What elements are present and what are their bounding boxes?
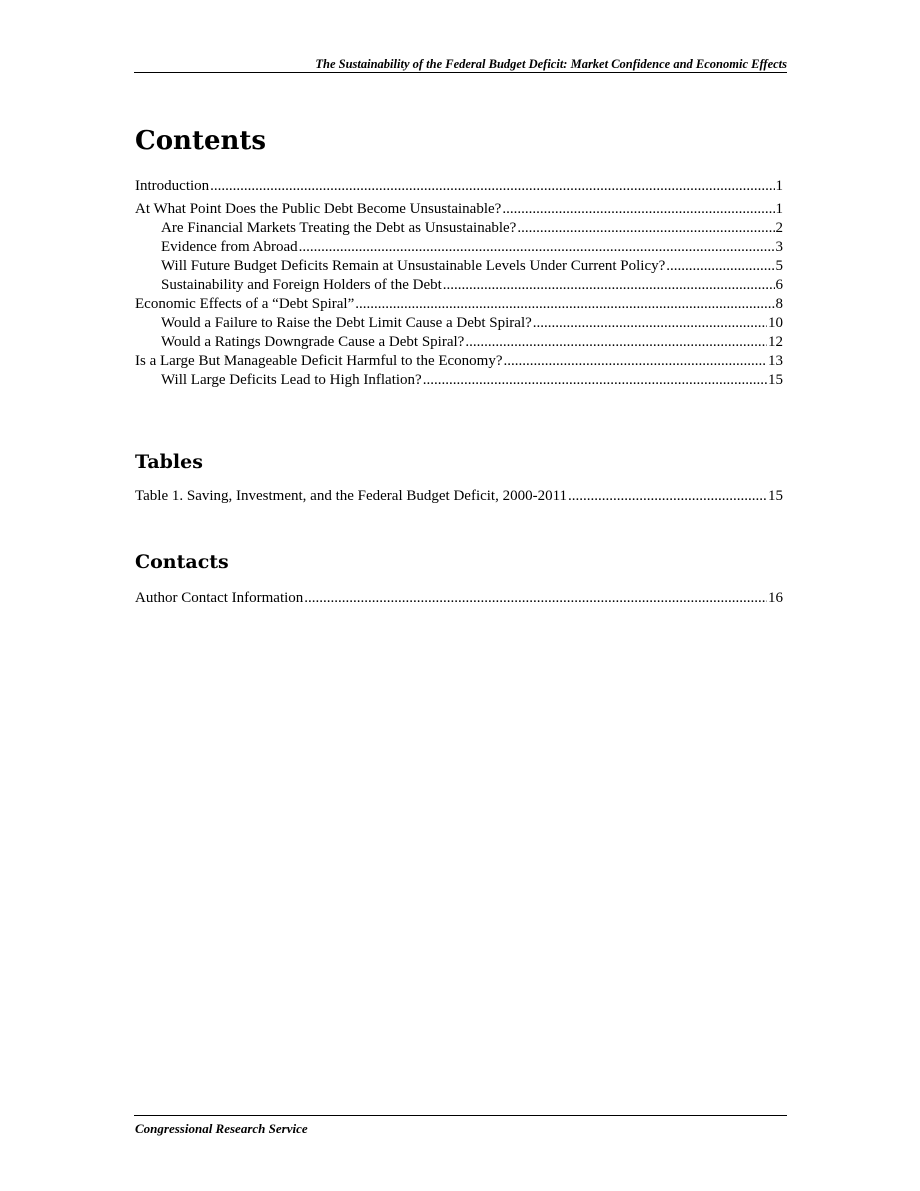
contents-list bbox=[135, 177, 783, 390]
dot-leader bbox=[465, 333, 767, 352]
toc-entry-manageable-deficit[interactable] bbox=[135, 352, 783, 371]
toc-entry-page: 8 bbox=[775, 296, 783, 312]
toc-entry-financial-markets[interactable] bbox=[135, 219, 783, 238]
toc-entry-page: 10 bbox=[768, 315, 783, 331]
toc-entry-page: 2 bbox=[775, 220, 783, 236]
toc-entry-page: 1 bbox=[775, 178, 783, 194]
toc-entry-introduction[interactable] bbox=[135, 177, 783, 196]
dot-leader bbox=[666, 257, 774, 276]
toc-entry-high-inflation[interactable] bbox=[135, 371, 783, 390]
toc-entry-title: Economic Effects of a “Debt Spiral” bbox=[135, 296, 355, 312]
dot-leader bbox=[517, 219, 774, 238]
toc-entry-title: Will Future Budget Deficits Remain at Unsustainable Levels Under Current Policy? bbox=[161, 258, 666, 274]
toc-entry-table-1[interactable] bbox=[135, 487, 783, 506]
tables-list bbox=[135, 487, 783, 506]
toc-entry-title: Would a Ratings Downgrade Cause a Debt Spiral? bbox=[161, 334, 465, 350]
running-header: The Sustainability of the Federal Budget Deficit: Market Confidence and Economic Effects bbox=[315, 57, 787, 71]
toc-entry-unsustainable-point[interactable] bbox=[135, 200, 783, 219]
contacts-title: Contacts bbox=[135, 551, 229, 573]
toc-entry-title: Author Contact Information bbox=[135, 590, 304, 606]
toc-entry-title: Would a Failure to Raise the Debt Limit Cause a Debt Spiral? bbox=[161, 315, 532, 331]
toc-entry-debt-limit[interactable] bbox=[135, 314, 783, 333]
tables-title: Tables bbox=[135, 451, 203, 473]
dot-leader bbox=[210, 177, 774, 196]
toc-entry-page: 6 bbox=[775, 277, 783, 293]
dot-leader bbox=[502, 200, 774, 219]
dot-leader bbox=[299, 238, 775, 257]
toc-entry-future-deficits[interactable] bbox=[135, 257, 783, 276]
toc-entry-foreign-holders[interactable] bbox=[135, 276, 783, 295]
toc-entry-page: 1 bbox=[775, 201, 783, 217]
header-rule bbox=[134, 72, 787, 73]
toc-entry-title: Evidence from Abroad bbox=[161, 239, 298, 255]
dot-leader bbox=[355, 295, 774, 314]
footer-rule bbox=[134, 1115, 787, 1116]
toc-entry-page: 15 bbox=[768, 372, 783, 388]
toc-entry-evidence-abroad[interactable] bbox=[135, 238, 783, 257]
contacts-list bbox=[135, 589, 783, 608]
toc-entry-title: Introduction bbox=[135, 178, 210, 194]
dot-leader bbox=[533, 314, 767, 333]
toc-entry-page: 5 bbox=[775, 258, 783, 274]
dot-leader bbox=[568, 487, 767, 506]
toc-entry-page: 3 bbox=[775, 239, 783, 255]
dot-leader bbox=[304, 589, 767, 608]
dot-leader bbox=[504, 352, 767, 371]
toc-entry-title: Are Financial Markets Treating the Debt as Unsustainable? bbox=[161, 220, 517, 236]
toc-entry-title: At What Point Does the Public Debt Become Unsustainable? bbox=[135, 201, 502, 217]
toc-entry-author-contact[interactable] bbox=[135, 589, 783, 608]
toc-entry-title: Is a Large But Manageable Deficit Harmful to the Economy? bbox=[135, 353, 503, 369]
running-footer: Congressional Research Service bbox=[135, 1121, 308, 1136]
toc-entry-ratings-downgrade[interactable] bbox=[135, 333, 783, 352]
toc-entry-page: 12 bbox=[768, 334, 783, 350]
toc-entry-debt-spiral-effects[interactable] bbox=[135, 295, 783, 314]
contents-title: Contents bbox=[135, 126, 267, 156]
toc-entry-page: 15 bbox=[768, 488, 783, 504]
toc-entry-title: Table 1. Saving, Investment, and the Federal Budget Deficit, 2000-2011 bbox=[135, 488, 568, 504]
toc-entry-title: Sustainability and Foreign Holders of the Debt bbox=[161, 277, 442, 293]
dot-leader bbox=[443, 276, 775, 295]
toc-entry-title: Will Large Deficits Lead to High Inflation? bbox=[161, 372, 422, 388]
dot-leader bbox=[423, 371, 767, 390]
toc-entry-page: 16 bbox=[768, 590, 783, 606]
toc-entry-page: 13 bbox=[768, 353, 783, 369]
